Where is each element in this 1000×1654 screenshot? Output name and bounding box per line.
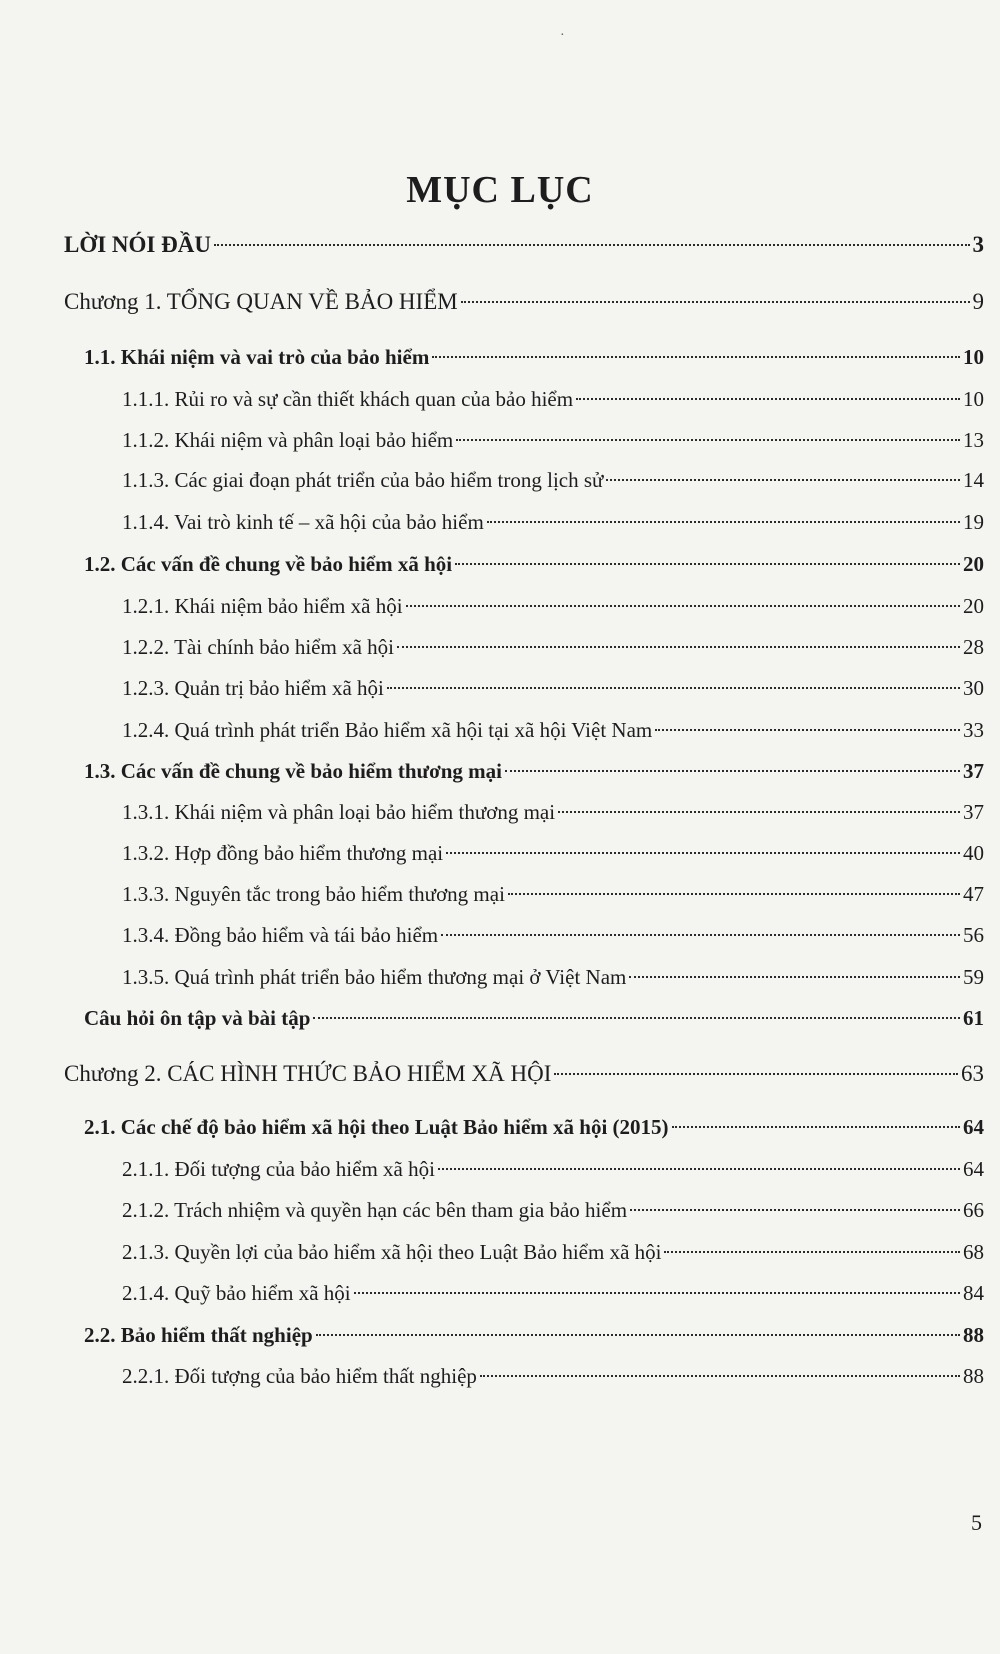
dot-leader [461, 301, 970, 303]
toc-entry-page: 30 [963, 676, 984, 700]
toc-entry [122, 877, 984, 911]
toc-entry-page: 19 [963, 510, 984, 534]
toc-entry [122, 960, 984, 994]
toc-entry-page: 40 [963, 841, 984, 865]
toc-entry-page: 84 [963, 1281, 984, 1305]
toc-entry-page: 64 [963, 1157, 984, 1181]
dot-leader [441, 934, 960, 936]
toc-entry-page: 14 [963, 468, 984, 492]
toc-entry [122, 630, 984, 664]
toc-entry [84, 340, 984, 374]
dot-leader [505, 770, 960, 772]
toc-entry [122, 836, 984, 870]
dot-leader [387, 687, 960, 689]
toc-entry-title: 1.3.5. Quá trình phát triển bảo hiểm thương mại ở Việt Nam [122, 965, 627, 989]
toc-entry-page: 59 [963, 965, 984, 989]
toc-entry-title: Chương 1. TỔNG QUAN VỀ BẢO HIỂM [64, 289, 458, 314]
toc-entry-title: 2.2. Bảo hiểm thất nghiệp [84, 1323, 313, 1347]
dot-leader [316, 1334, 960, 1336]
dot-leader [397, 646, 960, 648]
dot-leader [655, 729, 960, 731]
toc-entry-page: 33 [963, 718, 984, 742]
dot-leader [432, 356, 960, 358]
toc-entry [64, 285, 984, 319]
toc-entry [122, 713, 984, 747]
dot-leader [354, 1292, 960, 1294]
dot-leader [630, 1209, 960, 1211]
dot-leader [606, 479, 960, 481]
dot-leader [446, 852, 960, 854]
toc-entry-title: 1.2.4. Quá trình phát triển Bảo hiểm xã hội tại xã hội Việt Nam [122, 718, 653, 742]
toc-entry-title: 1.1.2. Khái niệm và phân loại bảo hiểm [122, 428, 454, 452]
toc-entry [64, 1057, 984, 1091]
toc-entry [122, 1152, 984, 1186]
toc-entry-title: 1.2. Các vấn đề chung về bảo hiểm xã hội [84, 552, 453, 576]
toc-entry-page: 61 [963, 1006, 984, 1030]
toc-entry-title: 1.3.3. Nguyên tắc trong bảo hiểm thương mại [122, 882, 505, 906]
toc-entry [122, 1359, 984, 1393]
toc-entry-title: LỜI NÓI ĐẦU [64, 232, 211, 257]
toc-entry-page: 10 [963, 387, 984, 411]
dot-leader [438, 1168, 960, 1170]
toc-entry-title: 1.3. Các vấn đề chung về bảo hiểm thương mại [84, 759, 503, 783]
toc-entry-page: 64 [963, 1115, 984, 1139]
toc-entry-page: 20 [963, 552, 984, 576]
toc-entry-page: 28 [963, 635, 984, 659]
toc-entry [64, 228, 984, 262]
toc-entry-title: 1.1.1. Rủi ro và sự cần thiết khách quan của bảo hiểm [122, 387, 574, 411]
toc-entry-page: 66 [963, 1198, 984, 1222]
toc-entry [122, 795, 984, 829]
toc-entry-page: 56 [963, 923, 984, 947]
dot-leader [508, 893, 960, 895]
toc-entry [122, 1276, 984, 1310]
dot-leader [456, 439, 960, 441]
toc-entry-title: 1.1. Khái niệm và vai trò của bảo hiểm [84, 345, 430, 369]
toc-entry [122, 1193, 984, 1227]
dot-leader [455, 563, 960, 565]
toc-entry-title: 2.1.2. Trách nhiệm và quyền hạn các bên tham gia bảo hiểm [122, 1198, 628, 1222]
toc-entry-title: 1.2.3. Quản trị bảo hiểm xã hội [122, 676, 384, 700]
page-number: 5 [971, 1510, 982, 1535]
toc-entry-title: 1.2.2. Tài chính bảo hiểm xã hội [122, 635, 394, 659]
dot-leader [406, 605, 960, 607]
toc-entry [84, 754, 984, 788]
toc-entry-page: 88 [963, 1364, 984, 1388]
toc-entry [122, 423, 984, 457]
toc-entry-page: 88 [963, 1323, 984, 1347]
toc-entry-page: 37 [963, 759, 984, 783]
toc-entry-page: 63 [961, 1061, 984, 1086]
dot-leader [214, 244, 970, 246]
dot-leader [576, 398, 960, 400]
toc-entry [122, 1235, 984, 1269]
toc-entry [84, 1001, 984, 1035]
page-mark: · [560, 28, 565, 43]
toc-entry-title: 2.1. Các chế độ bảo hiểm xã hội theo Luật Bảo hiểm xã hội (2015) [84, 1115, 669, 1139]
page-title: MỤC LỤC [406, 169, 594, 211]
dot-leader [558, 811, 960, 813]
toc-entry [84, 1110, 984, 1144]
toc-entry-page: 37 [963, 800, 984, 824]
toc-entry-page: 47 [963, 882, 984, 906]
dot-leader [554, 1073, 958, 1075]
toc-entry-page: 20 [963, 594, 984, 618]
toc-entry [122, 918, 984, 952]
toc-entry-title: Câu hỏi ôn tập và bài tập [84, 1006, 311, 1030]
toc-entry-title: 1.3.1. Khái niệm và phân loại bảo hiểm thương mại [122, 800, 556, 824]
toc-entry-page: 13 [963, 428, 984, 452]
dot-leader [664, 1251, 960, 1253]
toc-entry-title: Chương 2. CÁC HÌNH THỨC BẢO HIỂM XÃ HỘI [64, 1061, 552, 1086]
toc-entry [84, 1318, 984, 1352]
toc-entry [84, 547, 984, 581]
toc-entry-page: 68 [963, 1240, 984, 1264]
dot-leader [629, 976, 960, 978]
dot-leader [313, 1017, 960, 1019]
toc-entry-title: 2.2.1. Đối tượng của bảo hiểm thất nghiệp [122, 1364, 477, 1388]
toc-entry-title: 2.1.1. Đối tượng của bảo hiểm xã hội [122, 1157, 435, 1181]
toc-entry-title: 1.1.4. Vai trò kinh tế – xã hội của bảo hiểm [122, 510, 484, 534]
toc-entry [122, 463, 984, 497]
toc-entry-title: 1.2.1. Khái niệm bảo hiểm xã hội [122, 594, 403, 618]
toc-entry-page: 9 [972, 289, 984, 314]
dot-leader [480, 1375, 960, 1377]
toc-entry [122, 505, 984, 539]
toc-entry-page: 3 [972, 232, 984, 257]
toc-entry-title: 2.1.4. Quỹ bảo hiểm xã hội [122, 1281, 351, 1305]
toc-entry [122, 671, 984, 705]
dot-leader [487, 521, 960, 523]
toc-entry-title: 1.1.3. Các giai đoạn phát triển của bảo hiểm trong lịch sử [122, 468, 604, 492]
dot-leader [672, 1126, 960, 1128]
toc-entry-title: 1.3.4. Đồng bảo hiểm và tái bảo hiểm [122, 923, 439, 947]
toc-entry [122, 382, 984, 416]
toc-entry-title: 2.1.3. Quyền lợi của bảo hiểm xã hội theo Luật Bảo hiểm xã hội [122, 1240, 662, 1264]
toc-entry [122, 589, 984, 623]
toc-entry-title: 1.3.2. Hợp đồng bảo hiểm thương mại [122, 841, 444, 865]
toc-entry-page: 10 [963, 345, 984, 369]
